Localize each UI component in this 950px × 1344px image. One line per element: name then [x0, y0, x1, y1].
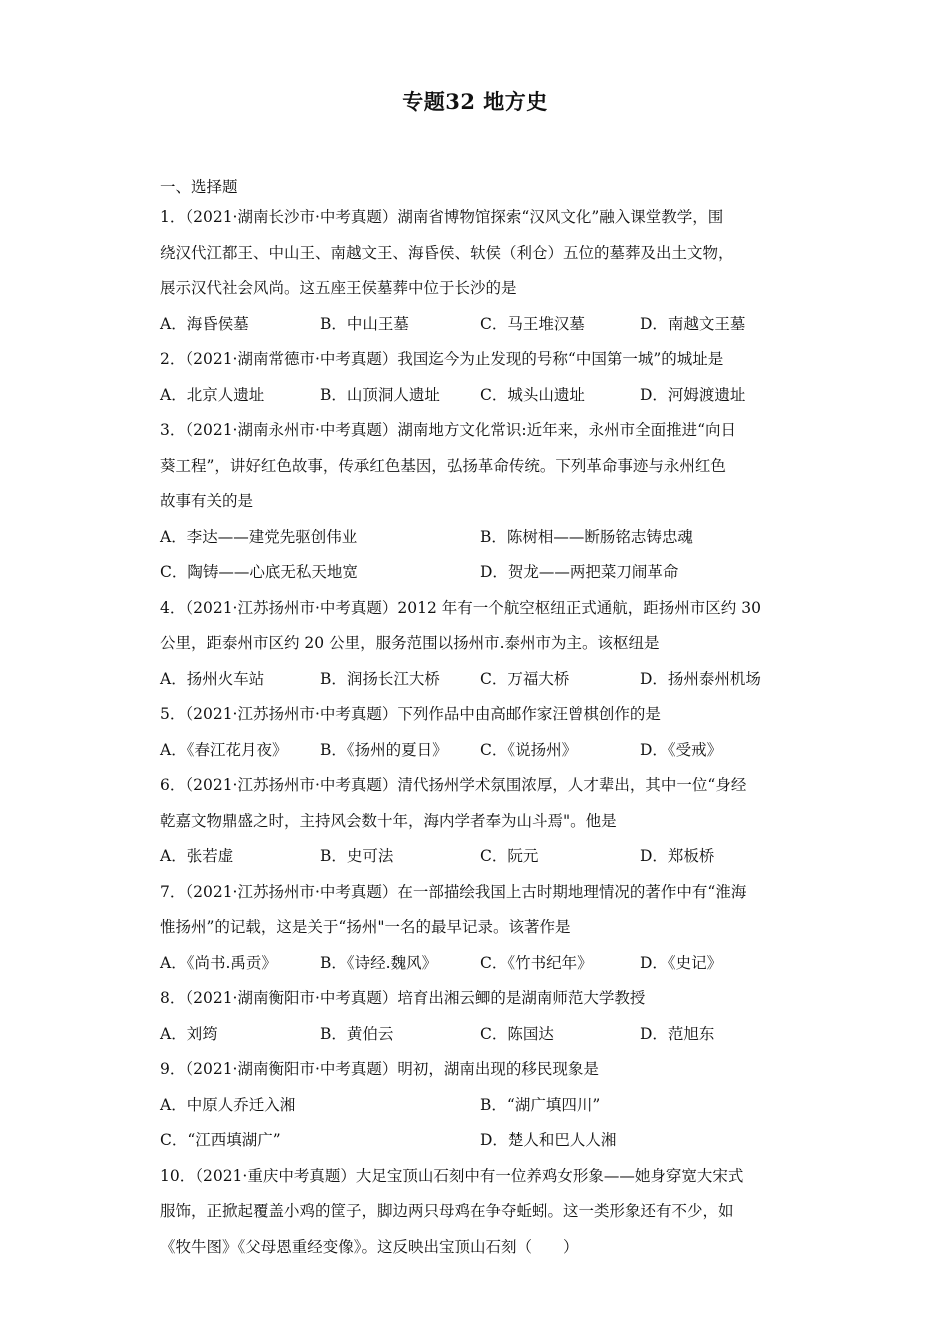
- answer-option: C．阮元: [480, 847, 539, 865]
- question-10: [160, 1159, 800, 1266]
- options-row: [160, 520, 800, 556]
- options-row: [160, 662, 800, 698]
- question-stem-line: 4．（2021·江苏扬州市·中考真题）2012 年有一个航空枢纽正式通航，距扬州市区约 30: [160, 598, 761, 617]
- answer-option: B．“湖广填四川”: [480, 1095, 601, 1114]
- question-stem-line: 5．（2021·江苏扬州市·中考真题）下列作品中由高邮作家汪曾棋创作的是: [160, 705, 661, 723]
- answer-option: B．《诗经.魏风》: [320, 953, 438, 972]
- question-stem-line: 3．（2021·湖南永州市·中考真题）湖南地方文化常识:近年来，永州市全面推进“向日: [160, 421, 737, 439]
- answer-option: B．山顶洞人遗址: [320, 385, 440, 404]
- answer-option: C．陈国达: [480, 1024, 554, 1043]
- answer-option: C．“江西填湖广”: [160, 1131, 281, 1149]
- answer-option: B．润扬长江大桥: [320, 669, 440, 688]
- question-4: [160, 591, 800, 698]
- options-row: [160, 946, 800, 982]
- answer-option: C．《竹书纪年》: [480, 953, 593, 972]
- question-stem-line: 7．（2021·江苏扬州市·中考真题）在一部描绘我国上古时期地理情况的著作中有“淮海: [160, 882, 747, 901]
- question-2: [160, 342, 800, 413]
- answer-option: B．陈树相——断肠铭志铸忠魂: [480, 527, 693, 546]
- answer-option: D．《史记》: [640, 953, 723, 972]
- answer-option: D．楚人和巴人人湘: [480, 1131, 617, 1149]
- question-stem-line: 惟扬州”的记载，这是关于“扬州"一名的最早记录。该著作是: [160, 918, 571, 936]
- answer-option: C．陶铸——心底无私天地宽: [160, 563, 358, 581]
- question-stem-line: 6．（2021·江苏扬州市·中考真题）清代扬州学术氛围浓厚，人才辈出，其中一位“身经: [160, 776, 747, 794]
- answer-option: A．海昏侯墓: [160, 314, 249, 333]
- question-stem-line: 10．（2021·重庆中考真题）大足宝顶山石刻中有一位养鸡女形象——她身穿宽大宋式: [160, 1166, 744, 1185]
- answer-option: C．《说扬州》: [480, 740, 578, 759]
- document-title: 专题32 地方史: [402, 89, 548, 114]
- options-row: [160, 1088, 800, 1124]
- options-row: [160, 733, 800, 769]
- options-row: [160, 378, 800, 414]
- options-row: [160, 555, 800, 591]
- question-1: [160, 200, 800, 342]
- question-list: [160, 176, 800, 1265]
- options-row: [160, 307, 800, 343]
- answer-option: B．黄伯云: [320, 1024, 394, 1043]
- question-7: [160, 875, 800, 982]
- answer-option: A．北京人遗址: [160, 385, 265, 404]
- question-9: [160, 1052, 800, 1159]
- question-stem-line: 葵工程”，讲好红色故事，传承红色基因，弘扬革命传统。下列革命事迹与永州红色: [160, 456, 726, 475]
- question-stem-line: 2．（2021·湖南常德市·中考真题）我国迄今为止发现的号称“中国第一城”的城址是: [160, 350, 724, 368]
- question-5: [160, 697, 800, 768]
- question-stem-line: 公里，距泰州市区约 20 公里，服务范围以扬州市.泰州市为主。该枢纽是: [160, 634, 660, 652]
- answer-option: A．刘筠: [160, 1024, 218, 1043]
- answer-option: C．万福大桥: [480, 669, 570, 688]
- answer-option: D．河姆渡遗址: [640, 385, 746, 404]
- answer-option: A．扬州火车站: [160, 669, 265, 688]
- section-heading: 一、选择题: [160, 178, 238, 196]
- answer-option: B．史可法: [320, 847, 394, 865]
- options-row: [160, 1123, 800, 1159]
- question-8: [160, 981, 800, 1052]
- answer-option: B．《扬州的夏日》: [320, 740, 448, 759]
- question-stem-line: 服饰，正掀起覆盖小鸡的筐子，脚边两只母鸡在争夺蚯蚓。这一类形象还有不少，如: [160, 1202, 734, 1220]
- answer-option: A．中原人乔迁入湘: [160, 1095, 296, 1114]
- answer-option: C．马王堆汉墓: [480, 314, 585, 333]
- answer-option: D．《受戒》: [640, 740, 723, 759]
- question-6: [160, 768, 800, 875]
- answer-option: D．南越文王墓: [640, 314, 746, 333]
- answer-option: A．《尚书.禹贡》: [160, 953, 277, 972]
- answer-option: A．张若虚: [160, 847, 234, 865]
- answer-option: C．城头山遗址: [480, 385, 585, 404]
- answer-option: D．贺龙——两把菜刀闹革命: [480, 563, 679, 581]
- question-stem-line: 《牧牛图》《父母恩重经变像》。这反映出宝顶山石刻（ ）: [160, 1237, 579, 1256]
- question-stem-line: 故事有关的是: [160, 492, 254, 510]
- options-row: [160, 839, 800, 875]
- question-3: [160, 413, 800, 591]
- question-stem-line: 9．（2021·湖南衡阳市·中考真题）明初，湖南出现的移民现象是: [160, 1060, 599, 1078]
- question-stem-line: 展示汉代社会风尚。这五座王侯墓葬中位于长沙的是: [160, 279, 517, 297]
- answer-option: D．扬州泰州机场: [640, 669, 761, 688]
- question-stem-line: 乾嘉文物鼎盛之时，主持风会数十年，海内学者奉为山斗焉"。他是: [160, 811, 617, 830]
- question-stem-line: 1．（2021·湖南长沙市·中考真题）湖南省博物馆探索“汉风文化”融入课堂教学，围: [160, 208, 724, 226]
- question-stem-line: 8．（2021·湖南衡阳市·中考真题）培育出湘云鲫的是湖南师范大学教授: [160, 989, 646, 1007]
- answer-option: B．中山王墓: [320, 314, 409, 333]
- answer-option: A．《春江花月夜》: [160, 740, 288, 759]
- answer-option: D．郑板桥: [640, 847, 715, 865]
- answer-option: A．李达——建党先驱创伟业: [160, 527, 358, 546]
- options-row: [160, 1017, 800, 1053]
- question-stem-line: 绕汉代江都王、中山王、南越文王、海昏侯、轪侯（利仓）五位的墓葬及出土文物，: [160, 243, 734, 262]
- answer-option: D．范旭东: [640, 1024, 715, 1043]
